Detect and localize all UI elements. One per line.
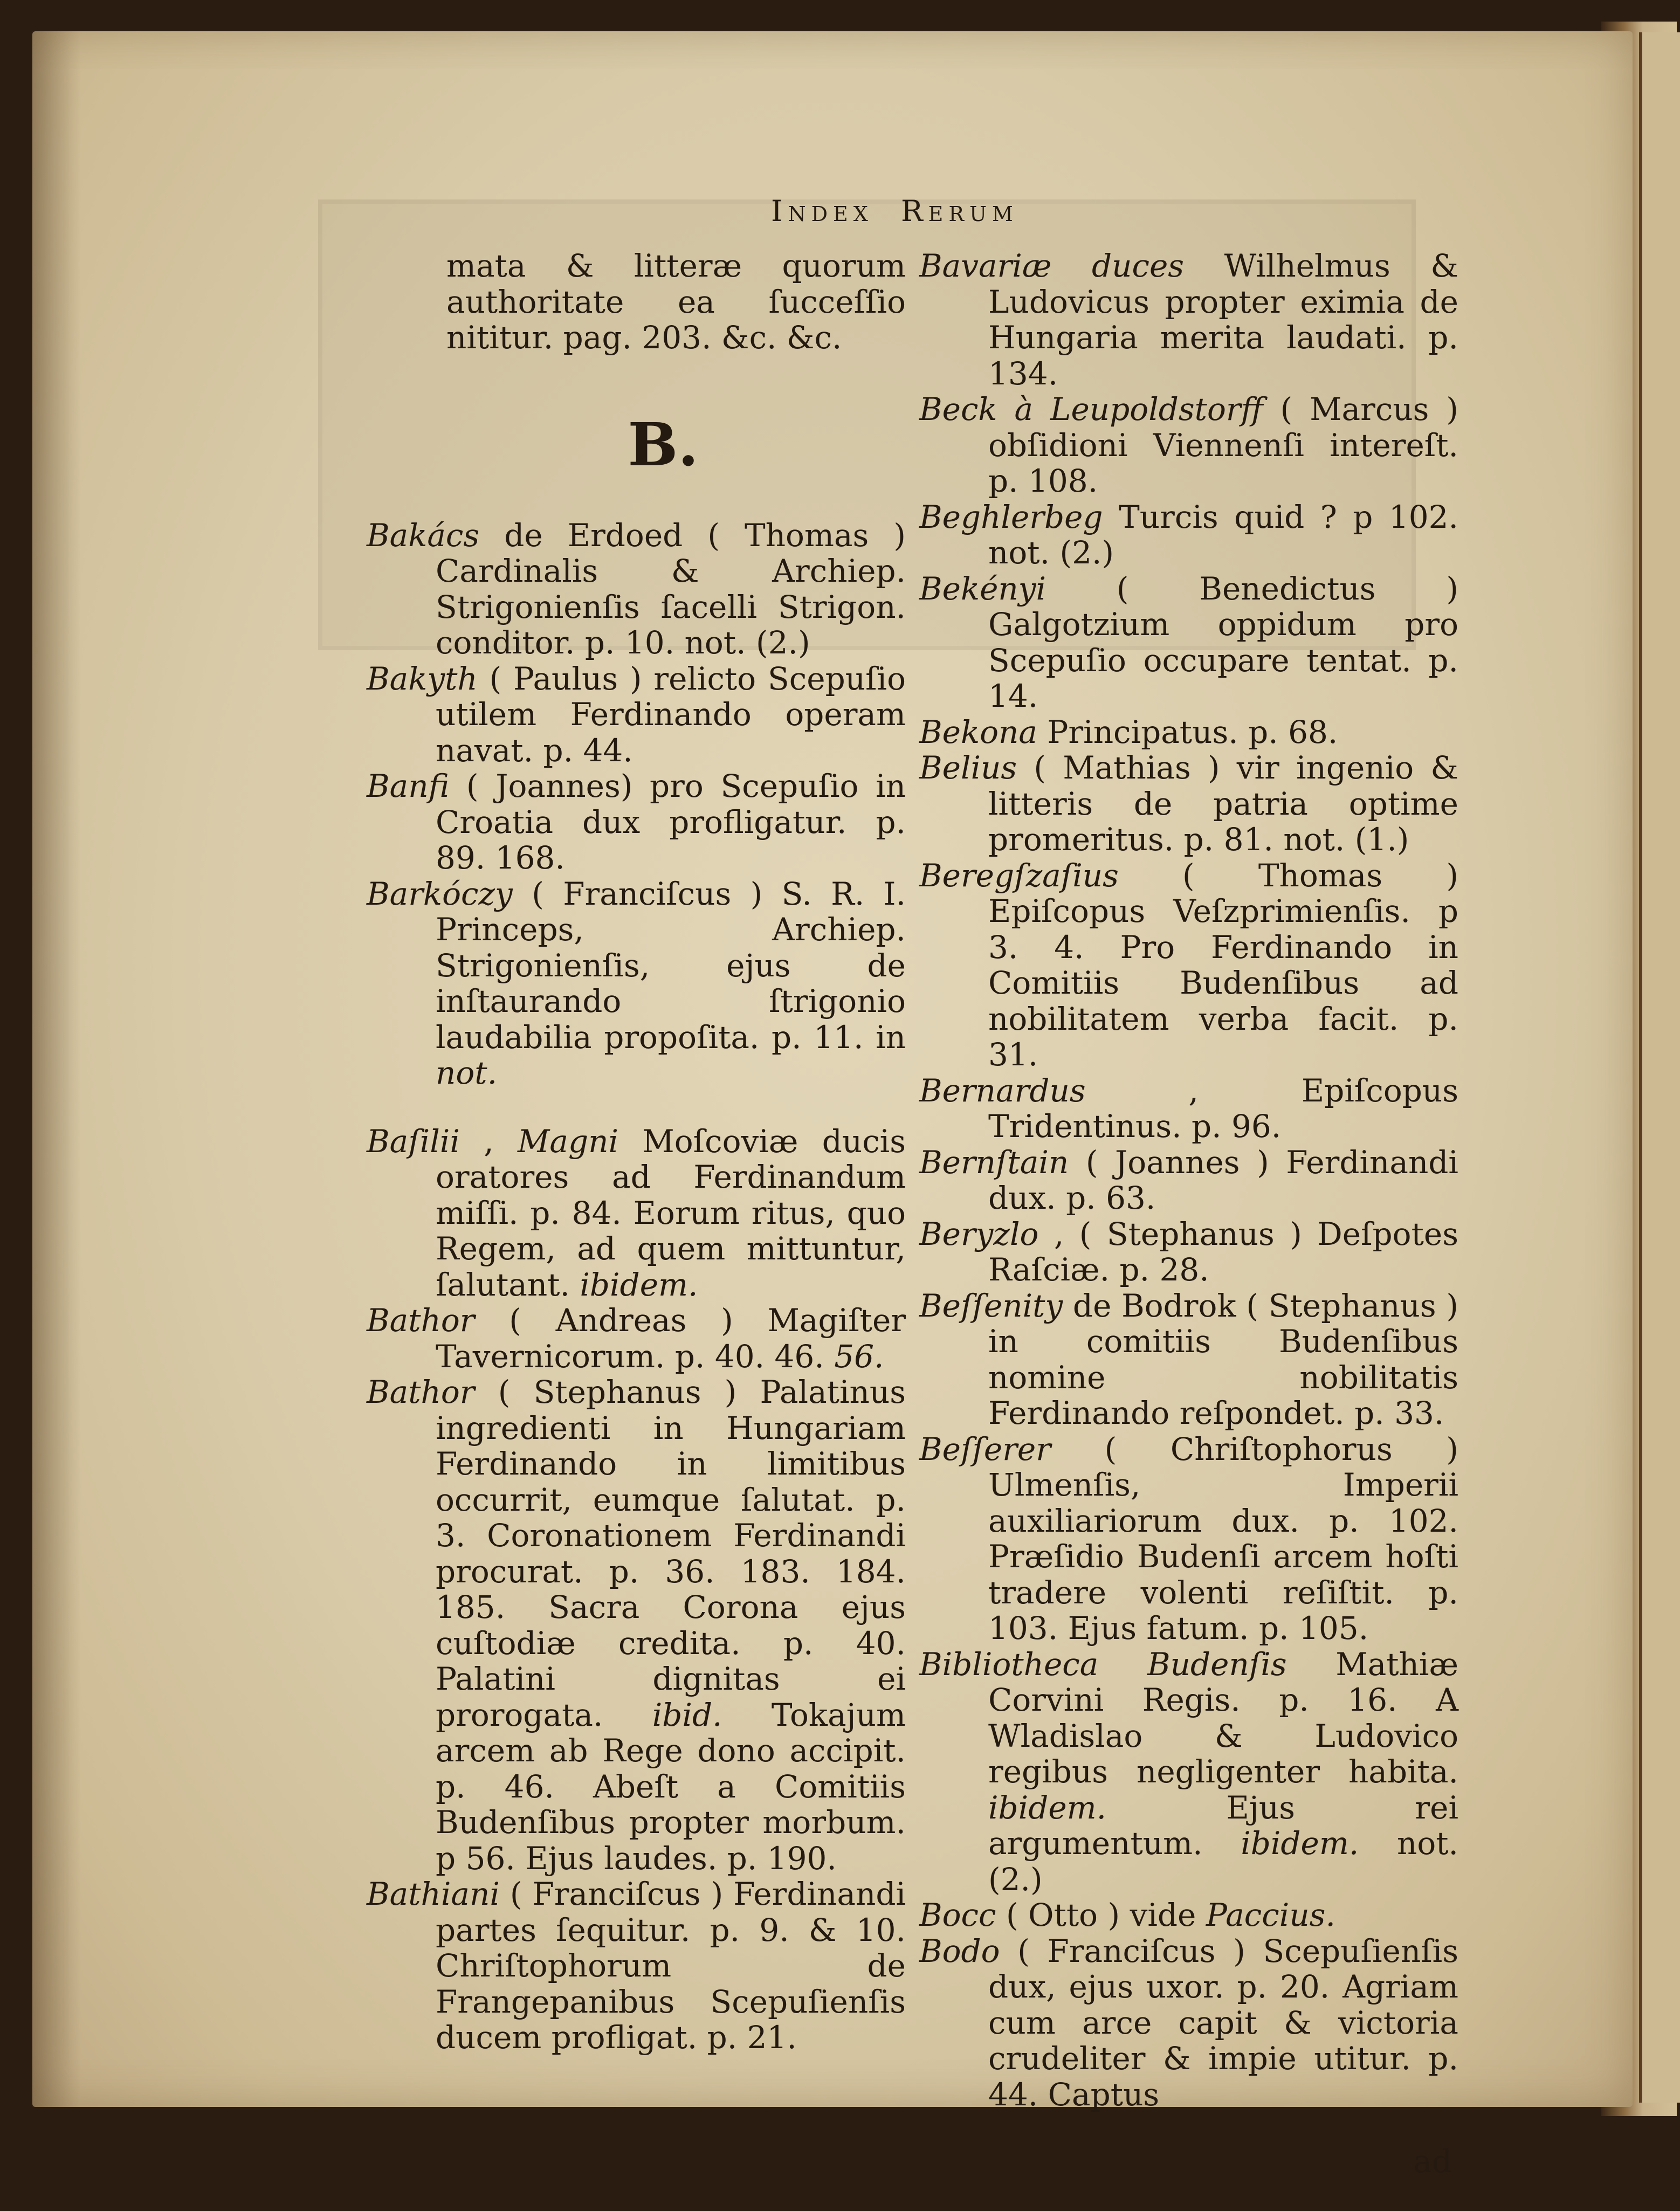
index-entry	[919, 1897, 1458, 1933]
header-rerum: Rerum	[901, 194, 1018, 228]
index-entry	[919, 571, 1458, 714]
entry-text: ( Franciſcus ) Ferdinandi partes ſequitur. p. 9. & 10. Chriſtophorum de Frangepanibus Scepuſienſis ducem profligat. p. 21.	[436, 1876, 906, 2056]
entry-text: Mathiæ Corvini Regis. p. 16. A Wladislao & Ludovico regibus negligenter habita.	[988, 1645, 1458, 1790]
entry-italic-mid: ibidem.	[988, 1789, 1107, 1826]
index-entry	[367, 876, 906, 1091]
entry-headword: Beregſzaſius	[919, 857, 1119, 894]
right-column	[919, 248, 1458, 2211]
entry-text: ( Mathias ) vir ingenio & litteris de patria optime promeritus. p. 81. not. (1.)	[988, 749, 1458, 858]
index-entry	[367, 518, 906, 661]
entry-text: ( Stephanus ) Palatinus ingredienti in Hungariam Ferdinando in limitibus occurrit, eumque ſalutat. p. 3. Coronationem Ferdinandi procurat. p. 36. 183. 184. 185. Sacra Corona ejus cuſtodiæ credita. p. 40. Palatini dignitas ei prorogata.	[436, 1374, 906, 1733]
entry-text: ( Andreas ) Magiſter Tavernicorum. p. 40. 46.	[436, 1302, 906, 1375]
entry-text: ( Franciſcus ) S. R. I. Princeps, Archiep. Strigonienſis, ejus de inſtaurando ſtrigonio laudabilia propoſita. p. 11. in	[436, 875, 906, 1056]
index-entry	[367, 1303, 906, 1374]
entry-text: ( Joannes) pro Scepuſio in Croatia dux profligatur. p. 89. 168.	[436, 768, 906, 876]
entry-text: Principatus. p. 68.	[1037, 713, 1338, 750]
index-entry	[919, 858, 1458, 1073]
entry-text: , Epiſcopus Tridentinus. p. 96.	[988, 1072, 1458, 1145]
entry-headword: Baſilii	[367, 1122, 460, 1160]
entry-italic-mid: Magni	[518, 1122, 619, 1160]
entry-italic-tail: ibidem.	[580, 1266, 698, 1303]
index-entry	[919, 1431, 1458, 1647]
entry-headword: Bibliotheca Budenſis	[919, 1645, 1287, 1683]
index-entry	[919, 499, 1458, 571]
entry-headword: Belius	[919, 749, 1017, 786]
index-entry	[919, 248, 1458, 391]
entry-text: ( Chriſtophorus ) Ulmenſis, Imperii auxiliariorum dux. p. 102. Præſidio Budenſi arcem hoſti tradere volenti reſiſtit. p. 103. Ejus fatum. p. 105.	[988, 1430, 1458, 1647]
entry-headword: Bavariæ duces	[919, 247, 1185, 284]
index-entry	[367, 1124, 906, 1303]
index-entry	[367, 768, 906, 876]
index-entry	[367, 661, 906, 769]
entry-headword: Bathiani	[367, 1876, 500, 1912]
index-entry	[367, 1374, 906, 1876]
index-entry	[919, 750, 1458, 858]
entry-text: de Bodrok ( Stephanus ) in comitiis Budenſibus nomine nobilitatis Ferdinando reſpondet. p. 33.	[988, 1287, 1458, 1431]
index-entry	[919, 714, 1458, 750]
entry-italic-tail: not.	[436, 1055, 498, 1091]
next-page-sliver	[1639, 32, 1680, 2103]
entry-headword: Bernardus	[919, 1072, 1086, 1109]
entry-headword: Bakyth	[367, 660, 478, 697]
index-entry	[919, 1933, 1458, 2113]
header-index: Index	[771, 194, 873, 228]
entry-text: Wilhelmus & Ludovicus propter eximia de Hungaria merita laudati. p. 134.	[988, 247, 1458, 392]
entry-headword: Bakács	[367, 516, 480, 554]
continuation-text: mata & litteræ quorum authoritate ea ſucceſſio nititur. pag. 203. &c. &c.	[446, 247, 906, 356]
index-entry	[367, 1876, 906, 2056]
entry-text: de Erdoed ( Thomas ) Cardinalis & Archiep. Strigonienſis ſacelli Strigon. conditor. p. 10. not. (2.)	[436, 516, 906, 661]
entry-text: Turcis quid ? p 102. not. (2.)	[988, 498, 1458, 571]
entry-italic-mid: ibid.	[652, 1696, 722, 1733]
entry-headword: Bekona	[919, 713, 1037, 750]
gutter-shadow	[32, 31, 81, 2107]
entry-italic-tail: ibidem.	[1241, 1825, 1359, 1862]
entry-text: ( Franciſcus ) Scepuſienſis dux, ejus uxor. p. 20. Agriam cum arce capit & victoria crudeliter & impie utitur. p. 44. Captus	[988, 1932, 1458, 2113]
entry-headword: Beck à Leupoldstorff	[919, 391, 1263, 428]
index-entry	[919, 1216, 1458, 1288]
index-entry	[919, 391, 1458, 499]
entry-text: , ( Stephanus ) Deſpotes Raſciæ. p. 28.	[988, 1215, 1458, 1288]
index-entry	[919, 1073, 1458, 1145]
entry-headword: Banfi	[367, 768, 450, 804]
catchword: ad	[1413, 2143, 1452, 2180]
entry-headword: Barkóczy	[367, 875, 513, 912]
index-entry	[919, 1647, 1458, 1898]
entry-headword: Bathor	[367, 1374, 475, 1410]
entry-text: ( Thomas ) Epiſcopus Veſzprimienſis. p 3. 4. Pro Ferdinando in Comitiis Budenſibus ad nobilitatem verba facit. p. 31.	[988, 857, 1458, 1073]
entry-text-2: Moſcoviæ ducis oratores ad Ferdinandum miſſi. p. 84. Eorum ritus, quo Regem, ad quem mittuntur, ſalutant.	[436, 1122, 906, 1303]
entry-italic-tail: Paccius.	[1206, 1897, 1335, 1933]
section-letter: B.	[628, 409, 699, 479]
entry-headword: Bathor	[367, 1302, 475, 1339]
entry-text: ( Otto ) vide	[996, 1897, 1206, 1933]
entry-headword: Beryzlo	[919, 1215, 1039, 1252]
entry-text: ( Joannes ) Ferdinandi dux. p. 63.	[988, 1144, 1458, 1216]
entry-gap	[367, 1091, 906, 1124]
entry-text-2: Tokajum arcem ab Rege dono accipit. p. 46. Abeſt a Comitiis Budenſibus propter morbum. p 56. Ejus laudes. p. 190.	[436, 1696, 906, 1877]
entry-text: ( Marcus ) obſidioni Viennenſi intereſt. p. 108.	[988, 391, 1458, 499]
entry-headword: Beſſenity	[919, 1287, 1063, 1324]
entry-headword: Bekényi	[919, 570, 1046, 607]
entry-text: ( Benedictus ) Galgotzium oppidum pro Scepuſio occupare tentat. p. 14.	[988, 570, 1458, 714]
running-header	[771, 194, 1418, 232]
index-entry	[919, 1288, 1458, 1431]
entry-italic-tail: 56.	[834, 1338, 884, 1375]
entry-headword: Bodo	[919, 1932, 1000, 1969]
entry-headword: Beſſerer	[919, 1430, 1051, 1468]
entry-headword: Bernſtain	[919, 1144, 1069, 1181]
entry-headword: Bocc	[919, 1897, 996, 1933]
index-entry	[919, 1145, 1458, 1216]
entry-headword: Beghlerbeg	[919, 498, 1103, 535]
entry-text: ,	[459, 1122, 518, 1160]
entry-text-3: not. (2.)	[988, 1825, 1458, 1898]
left-column	[367, 248, 906, 2056]
entry-text: ( Paulus ) relicto Scepuſio utilem Ferdinando operam navat. p. 44.	[436, 660, 906, 769]
entry-text-2: Ejus rei argumentum.	[988, 1789, 1458, 1862]
